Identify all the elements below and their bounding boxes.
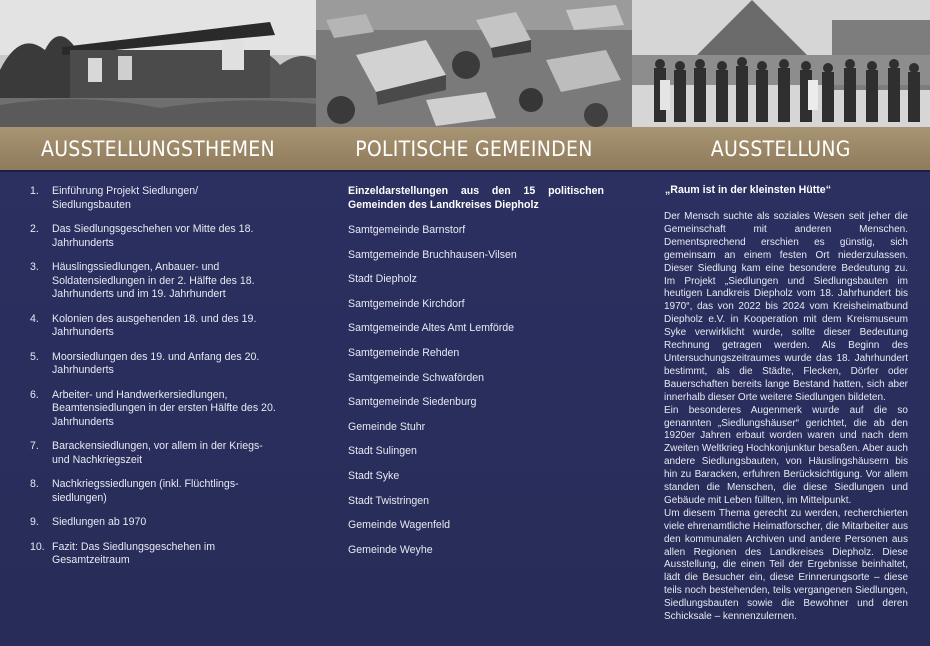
ausstellung-body (664, 211, 908, 624)
divider (632, 170, 930, 172)
list-item: Stadt Twistringen (348, 494, 430, 507)
gemeinden-list (348, 223, 517, 567)
ausstellung-title: AUSSTELLUNG (711, 136, 851, 161)
list-item: 2. Das Siedlungsgeschehen vor Mitte des 18. Jahrhunderts (30, 223, 254, 249)
list-item: 8. Nachkriegssiedlungen (inkl. Flüchtlings-siedlungen) (30, 478, 239, 504)
list-item: Gemeinde Weyhe (348, 543, 433, 556)
list-item: Samtgemeinde Schwaförden (348, 371, 485, 384)
divider (0, 170, 316, 172)
list-item: Samtgemeinde Bruchhausen-Vilsen (348, 248, 517, 261)
list-item: 4. Kolonien des ausgehenden 18. und des 19. Jahrhunderts (30, 312, 257, 338)
list-item: Gemeinde Wagenfeld (348, 519, 451, 532)
list-item: Samtgemeinde Siedenburg (348, 396, 477, 409)
list-item: Samtgemeinde Kirchdorf (348, 297, 465, 310)
ausstellung-heading: „Raum ist in der kleinsten Hütte“ (665, 184, 831, 196)
divider (316, 170, 632, 172)
list-item: Gemeinde Stuhr (348, 420, 426, 433)
list-item: Stadt Syke (348, 469, 400, 482)
gemeinden-title: POLITISCHE GEMEINDEN (355, 136, 593, 161)
themes-title: AUSSTELLUNGSTHEMEN (41, 136, 275, 161)
list-item: 6. Arbeiter- und Handwerkersiedlungen, Beamtensiedlungen in der ersten Hälfte des 20. Jahrhunderts (30, 388, 276, 428)
paragraph: Um diesem Thema gerecht zu werden, recherchierten viele ehrenamtliche Heimatforscher, die Mitarbeiter aus den kommunalen Archiven und andere Personen aus allen Regionen des Landkreises Diepholz. Diese Ausstellung, die einen Teil der Ergebnisse beinhaltet, lädt die Besucher ein, diese Erinnerungsorte – diese teils noch bestehenden, teils vergangenen Siedlungen, Siedlungsbauten sowie die Bewohner und deren Schicksale – kennenzulernen. (664, 507, 908, 623)
ausstellung-panel (632, 0, 930, 646)
list-item: Samtgemeinde Rehden (348, 346, 460, 359)
ausstellung-header-band (632, 127, 930, 170)
list-item: 5. Moorsiedlungen des 19. und Anfang des 20. Jahrhunderts (30, 350, 260, 376)
themes-panel (0, 0, 316, 646)
list-item: 3. Häuslingssiedlungen, Anbauer- und Soldatensiedlungen in der 2. Hälfte des 18. Jahrhunderts und im 19. Jahrhundert (30, 261, 255, 300)
list-item: Stadt Sulingen (348, 445, 417, 458)
list-item: Stadt Diepholz (348, 273, 417, 286)
list-item: 1. Einführung Projekt Siedlungen/ Siedlungsbauten (30, 185, 199, 211)
themes-list (30, 185, 278, 579)
barrack-photo (0, 0, 316, 127)
paragraph: Ein besonderes Augenmerk wurde auf die so genannten „Siedlungshäuser“ gerichtet, die ab den 1920er Jahren erbaut worden waren und nach dem Zweiten Weltkrieg Hochkonjunktur besaßen. Aber auch andere Siedlungsbauten, von Häuslingshäusern bis hin zu Baracken, erfuhren Berücksichtigung. Vor allem standen die Menschen, die diese Siedlungen und Gebäude mit Leben füllten, im Mittelpunkt. (664, 404, 908, 506)
list-item: 10. Fazit: Das Siedlungsgeschehen im Gesamtzeitraum (30, 540, 216, 566)
gemeinden-header-band (316, 127, 632, 170)
list-item: 9. Siedlungen ab 1970 (30, 516, 147, 528)
list-item: 7. Barackensiedlungen, vor allem in der Kriegs- und Nachkriegszeit (30, 440, 263, 466)
list-item: Samtgemeinde Altes Amt Lemförde (348, 322, 515, 335)
gemeinden-panel (316, 0, 632, 646)
paragraph: Der Mensch suchte als soziales Wesen seit jeher die Gemeinschaft mit anderen Menschen. Dementsprechend erschien es günstig, sich gemeinsam an einem festen Ort niederzulassen. Dieser Siedlung kam eine besondere Bedeutung zu. Im Projekt „Siedlungen und Siedlungsbauten im heutigen Landkreis Diepholz vom 18. Jahrhundert bis 1970“, das von 2022 bis 2024 vom Kreisheimatbund Diepholz e.V. in Kooperation mit dem Kreismuseum Syke verwirklicht wurde, sollte dieser Bedeutung Rechnung getragen werden. Als Beginn des Untersuchungszeitraumes wurde das 18. Jahrhundert bestimmt, als die Städte, Flecken, Dörfer oder Bauerschaften bereits lange Bestand hatten, sich aber innerhalb dieser Orte weitere Siedlungen bildeten. (664, 211, 908, 403)
list-item: Samtgemeinde Barnstorf (348, 224, 466, 236)
gemeinden-intro: Einzeldarstellungen aus den 15 politischen Gemeinden des Landkreises Diepholz (348, 185, 604, 211)
themes-header-band (0, 127, 316, 170)
villagers-photo (632, 0, 930, 127)
village-aerial-photo (316, 0, 632, 127)
